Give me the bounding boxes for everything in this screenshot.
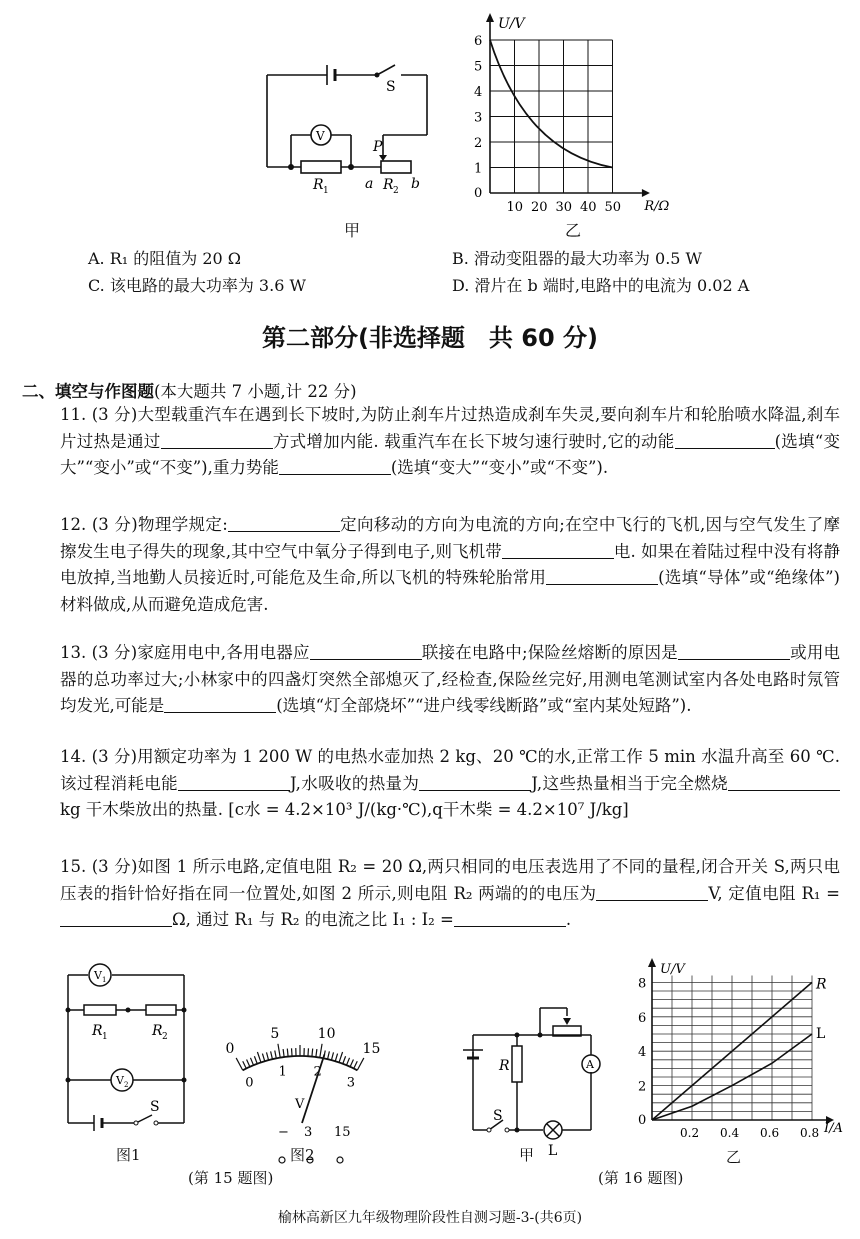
x-tick-label: 50: [604, 200, 622, 215]
figure-2-voltmeter-dial: [200, 1025, 410, 1140]
x-tick-label: 0.2: [680, 1126, 700, 1140]
terminal-label: 15: [334, 1125, 351, 1140]
y-tick-label: 6: [638, 1010, 647, 1026]
dial-tick: [254, 1056, 257, 1063]
q15-blank-2[interactable]: [60, 910, 172, 927]
y-axis-arrow: [486, 13, 494, 22]
y-tick-label: 2: [474, 136, 483, 151]
y-tick-label: 3: [474, 110, 483, 126]
q14-blank-1[interactable]: [178, 774, 290, 791]
section-heading: [22, 378, 357, 402]
y-tick-label: 5: [474, 59, 483, 75]
jia-r-label: R: [499, 1058, 510, 1074]
q11-blank-2[interactable]: [675, 432, 775, 449]
origin-label: 0: [474, 186, 483, 201]
series-l-label: L: [816, 1026, 826, 1042]
q13-blank-2[interactable]: [678, 643, 790, 660]
y-tick-label: 4: [638, 1045, 647, 1061]
option-a: A. R₁ 的阻值为 20 Ω: [88, 249, 242, 268]
x-axis-arrow: [642, 189, 650, 197]
jia-ammeter-label: A: [586, 1058, 594, 1071]
graph-yi-chart: [465, 10, 670, 215]
option-b: B. 滑动变阻器的最大功率为 0.5 W: [452, 249, 702, 268]
figure-1-circuit: [60, 965, 195, 1140]
dial-tick: [339, 1052, 343, 1062]
dial-inner-label: 2: [313, 1064, 322, 1080]
x-tick-label: 0.4: [720, 1126, 740, 1140]
q16-circuit-jia: [455, 990, 605, 1159]
q11-blank-1[interactable]: [161, 432, 273, 449]
dial-tick: [354, 1061, 358, 1068]
fig1-r2-label: R: [152, 1023, 163, 1039]
y-tick-label: 2: [638, 1079, 647, 1095]
end-b-label: b: [411, 176, 420, 192]
terminal-post: [279, 1157, 285, 1163]
r1-label: R: [313, 177, 324, 193]
q12-blank-2[interactable]: [502, 542, 614, 559]
graph-yi-caption: 乙: [565, 221, 582, 240]
x-tick-label: 20: [531, 200, 548, 215]
x-tick-label: 10: [506, 200, 524, 215]
voltmeter-label: V: [316, 129, 325, 143]
terminal-label: −: [278, 1125, 289, 1140]
dial-tick: [275, 1050, 277, 1058]
dial-tick: [328, 1051, 330, 1059]
dial-tick: [320, 1044, 322, 1058]
end-a-label: a: [365, 176, 374, 192]
question-12: 12. (3 分)物理学规定: 定向移动的方向为电流的方向;在空中飞行的飞机,因与空气发生了摩擦发生电子得失的现象,其中空气中氧分子得到电子,则飞机带 电. 如果在着陆过程中没有将静电放掉,当地勤人员接近时,可能危及生命,所以飞机的特殊轮胎常用 (选填“导体”或“绝缘体”)材料做成,从而避免造成危害.: [60, 515, 840, 614]
fig1-v1-sub: 1: [102, 976, 107, 984]
dial-tick: [247, 1059, 250, 1066]
section-heading-main: 二、填空与作图题: [22, 382, 154, 401]
circuit-jia-caption: 甲: [344, 221, 361, 240]
y-tick-label: 1: [474, 161, 483, 177]
question-13: 13. (3 分)家庭用电中,各用电器应 联接在电路中;保险丝熔断的原因是 或用电器的总功率过大;小林家中的四盏灯突然全部熄灭了,经检查,保险丝完好,用测电笔测试室内各处电路时氖管均发光,可能是 (选填“灯全部烧坏”“进户线零线断路”或“室内某处短路”).: [60, 643, 841, 715]
y-axis-arrow: [648, 958, 656, 967]
dial-outer-label: 10: [317, 1025, 336, 1042]
x-tick-label: 0.6: [760, 1126, 780, 1140]
fig1-v2-sub: 2: [124, 1081, 129, 1089]
dial-tick: [283, 1049, 284, 1057]
fig1-v1-label: V: [94, 969, 102, 982]
dial-tick: [343, 1056, 346, 1063]
dial-unit: V: [295, 1097, 305, 1112]
q15-blank-3[interactable]: [454, 910, 566, 927]
r1-sub: 1: [323, 186, 329, 196]
switch-label: S: [386, 79, 396, 95]
terminal-label: 3: [304, 1125, 313, 1140]
dial-tick: [316, 1049, 317, 1057]
fig2-caption: 图2: [290, 1146, 315, 1164]
q12-blank-1[interactable]: [228, 515, 340, 532]
dial-inner-label: 0: [245, 1075, 254, 1091]
dial-tick: [312, 1049, 313, 1057]
dial-tick: [257, 1052, 261, 1062]
jia-caption: 甲: [519, 1146, 535, 1164]
y-tick-label: 8: [638, 976, 647, 992]
r2-sub: 2: [393, 186, 399, 196]
dial-outer-label: 15: [362, 1041, 381, 1058]
dial-tick: [266, 1052, 268, 1060]
dial-tick: [278, 1044, 280, 1058]
q15-blank-1[interactable]: [596, 884, 708, 901]
option-d: D. 滑片在 b 端时,电路中的电流为 0.02 A: [452, 276, 750, 295]
question-14: 14. (3 分)用额定功率为 1 200 W 的电热水壶加热 2 kg、20 ℃的水,正常工作 5 min 水温升高至 60 ℃. 该过程消耗电能 J,水吸收的热量为 J,这些热量相当于完全燃烧kg 干木柴放出的热量. [c水 = 4.2×10³ J/(kg·℃),q干木柴 = 4.2×10⁷ J/kg]: [60, 747, 840, 819]
option-c: C. 该电路的最大功率为 3.6 W: [88, 276, 306, 295]
y-axis-label: U/V: [498, 16, 525, 32]
dial-tick: [250, 1058, 253, 1065]
r2-label: R: [383, 177, 394, 193]
y-axis-label: U/V: [660, 962, 685, 977]
fig1-r2-sub: 2: [162, 1032, 168, 1042]
u-r-curve: [490, 40, 613, 168]
dial-tick: [236, 1058, 243, 1070]
q11-blank-3[interactable]: [279, 458, 391, 475]
x-tick-label: 30: [555, 200, 573, 215]
x-axis-label: I/A: [824, 1121, 843, 1136]
dial-inner-label: 1: [278, 1064, 287, 1080]
q15-figure-caption: (第 15 题图): [188, 1169, 274, 1187]
question-11: 11. (3 分)大型载重汽车在遇到长下坡时,为防止刹车片过热造成刹车失灵,要向刹车片和轮胎喷水降温,刹车片过热是通过 方式增加内能. 载重汽车在长下坡匀速行驶时,它的动能 (选填“变大”“变小”或“不变”),重力势能 (选填“变大”“变小”或“不变”).: [60, 405, 840, 477]
dial-tick: [292, 1048, 293, 1056]
q13-blank-1[interactable]: [310, 643, 422, 660]
x-tick-label: 0.8: [800, 1126, 820, 1140]
dial-inner-label: 3: [346, 1075, 355, 1091]
fig1-v2-label: V: [116, 1074, 124, 1087]
section-heading-note: (本大题共 7 小题,计 22 分): [154, 382, 357, 401]
dial-tick: [346, 1058, 349, 1065]
q16-figure-caption: (第 16 题图): [598, 1169, 684, 1187]
jia-switch-label: S: [493, 1108, 503, 1124]
dial-tick: [271, 1051, 273, 1059]
fig1-switch-label: S: [150, 1099, 160, 1115]
origin-label: 0: [638, 1113, 647, 1128]
fig1-r1-label: R: [92, 1023, 103, 1039]
y-tick-label: 6: [474, 34, 483, 49]
fig1-r1-sub: 1: [102, 1032, 108, 1042]
dial-tick: [262, 1054, 264, 1062]
fig1-caption: 图1: [116, 1146, 141, 1164]
q14-blank-2[interactable]: [419, 774, 531, 791]
dial-tick: [287, 1049, 288, 1057]
q12-blank-3[interactable]: [546, 568, 658, 585]
terminal-post: [337, 1157, 343, 1163]
dial-tick: [357, 1058, 364, 1070]
question-15: 15. (3 分)如图 1 所示电路,定值电阻 R₂ = 20 Ω,两只相同的电压表选用了不同的量程,闭合开关 S,两只电压表的指针恰好指在同一位置处,如图 2 所示,则电阻 R₂ 两端的的电压为 V, 定值电阻 R₁ =Ω, 通过 R₁ 与 R₂ 的电流之比 I₁ : I₂ = .: [60, 857, 840, 929]
dial-tick: [331, 1052, 333, 1060]
dial-tick: [308, 1048, 309, 1056]
x-axis-label: R/Ω: [644, 199, 670, 214]
page-footer: 榆林高新区九年级物理阶段性自测习题-3-(共6页): [277, 1210, 583, 1226]
slider-p-label: P: [373, 139, 383, 155]
yi-caption: 乙: [726, 1148, 742, 1166]
dial-outer-label: 5: [270, 1025, 280, 1042]
dial-outer-label: 0: [225, 1041, 235, 1058]
jia-lamp-label: L: [548, 1143, 558, 1159]
circuit-jia-diagram: [255, 55, 445, 205]
dial-tick: [350, 1059, 353, 1066]
dial-tick: [243, 1061, 247, 1068]
q16-graph-yi: [630, 955, 845, 1145]
part2-title: 第二部分(非选择题 共 60 分): [261, 324, 599, 352]
dial-tick: [335, 1054, 337, 1062]
y-tick-label: 4: [474, 85, 483, 100]
q13-blank-3[interactable]: [164, 696, 276, 713]
series-r-label: R: [816, 976, 827, 993]
q14-blank-3[interactable]: [728, 774, 840, 791]
x-tick-label: 40: [580, 200, 597, 215]
